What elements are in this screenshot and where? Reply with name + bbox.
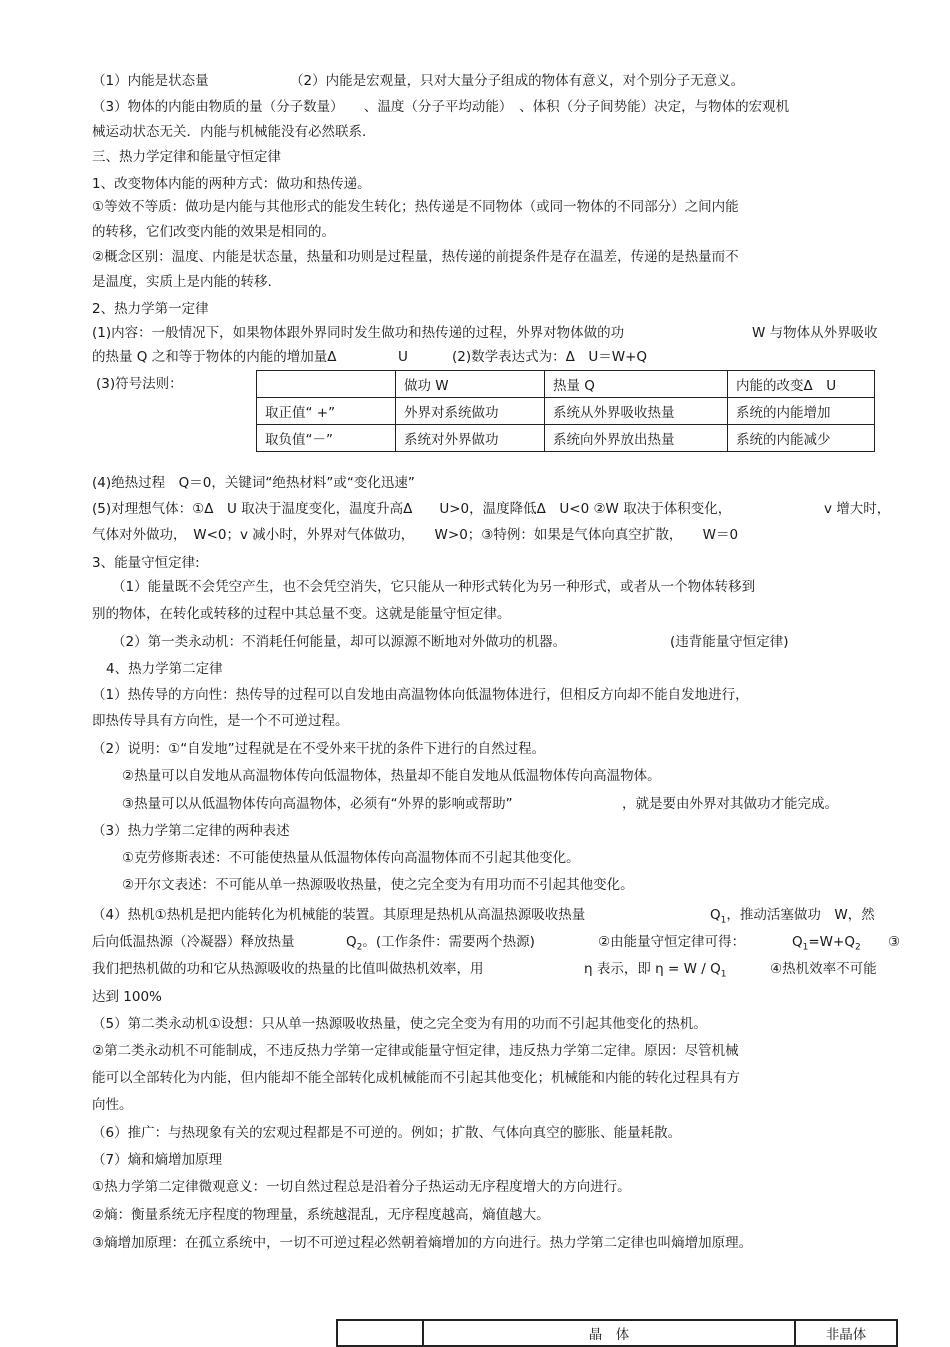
text-line: 别的物体，在转化或转移的过程中其总量不变。这就是能量守恒定律。 bbox=[92, 606, 511, 622]
formula: $Q_1$，推动活塞做功 W，然 bbox=[710, 907, 875, 926]
subsection-heading: 3、能量守恒定律: bbox=[92, 555, 200, 571]
text-line: 气体对外做功， W<0；v 减小时，外界对气体做功， W>0；③特例：如果是气体向真空扩散， W＝0 bbox=[92, 527, 739, 543]
text-line: (违背能量守恒定律) bbox=[670, 634, 789, 650]
text-line: （1）内能是状态量 bbox=[92, 73, 209, 89]
subsection-heading: 4、热力学第二定律 bbox=[106, 661, 223, 677]
table-cell: 系统向外界放出热量 bbox=[545, 425, 728, 452]
text-line: 能可以全部转化为内能，但内能却不能全部转化成机械能而不引起其他变化；机械能和内能的转化过程具有方 bbox=[92, 1070, 740, 1086]
text-line: ④热机效率不可能 bbox=[770, 961, 877, 977]
text-line: （3）热力学第二定律的两种表述 bbox=[92, 823, 290, 839]
table-cell: 内能的改变Δ U bbox=[728, 371, 875, 398]
text-line: （5）第二类永动机①设想：只从单一热源吸收热量，使之完全变为有用的功而不引起其他变化的热机。 bbox=[92, 1016, 707, 1032]
text-line: （2）内能是宏观量，只对大量分子组成的物体有意义，对个别分子无意义。 bbox=[290, 73, 745, 89]
table-cell bbox=[257, 371, 396, 398]
table-cell: 系统对外界做功 bbox=[396, 425, 545, 452]
text-line: （3）物体的内能由物质的量（分子数量） 、温度（分子平均动能） 、体积（分子间势能）决定，与物体的宏观机 bbox=[92, 99, 790, 115]
text-line: (5)对理想气体：①Δ U 取决于温度变化，温度升高Δ U>0，温度降低Δ U<0 ②W 取决于体积变化， bbox=[92, 501, 732, 517]
formula: η 表示，即 $\eta = W / Q_1$ bbox=[584, 961, 727, 980]
text-line: ③热量可以从低温物体传向高温物体，必须有“外界的影响或帮助” bbox=[122, 796, 513, 812]
table-cell: 取负值“－” bbox=[257, 425, 396, 452]
crystal-comparison-table bbox=[336, 1319, 898, 1347]
table-header-row bbox=[337, 1320, 897, 1346]
text-line: （2）说明：①“自发地”过程就是在不受外来干扰的条件下进行的自然过程。 bbox=[92, 741, 546, 757]
text-line: （4）热机①热机是把内能转化为机械能的装置。其原理是热机从高温热源吸收热量 bbox=[92, 907, 586, 923]
formula: $Q_1=W+Q_2$ bbox=[792, 934, 861, 953]
text-line: (3)符号法则： bbox=[96, 376, 183, 392]
table-cell: 做功 W bbox=[396, 371, 545, 398]
table-cell: 系统的内能增加 bbox=[728, 398, 875, 425]
text-line: ①克劳修斯表述：不可能使热量从低温物体传向高温物体而不引起其他变化。 bbox=[122, 850, 580, 866]
formula: $Q_2$。(工作条件：需要两个热源) bbox=[346, 934, 535, 953]
table-cell: 取正值“ +” bbox=[257, 398, 396, 425]
subsection-heading: 2、热力学第一定律 bbox=[92, 301, 209, 317]
text-line: 是温度，实质上是内能的转移. bbox=[92, 274, 272, 290]
text-line: ③熵增加原理：在孤立系统中，一切不可逆过程必然朝着熵增加的方向进行。热力学第二定律也叫熵增加原理。 bbox=[92, 1235, 753, 1251]
text-line: 向性。 bbox=[92, 1097, 133, 1113]
text-line: （2）第一类永动机：不消耗任何能量，却可以源源不断地对外做功的机器。 bbox=[112, 634, 567, 650]
text-line: 的热量 Q 之和等于物体的内能的增加量Δ bbox=[92, 349, 337, 365]
text-line: 我们把热机做的功和它从热源吸收的热量的比值叫做热机效率，用 bbox=[92, 961, 484, 977]
text-line: ②由能量守恒定律可得： bbox=[598, 934, 746, 950]
text-line: ②熵：衡量系统无序程度的物理量，系统越混乱，无序程度越高，熵值越大。 bbox=[92, 1207, 550, 1223]
sign-convention-table bbox=[256, 370, 875, 452]
text-line: ②开尔文表述：不可能从单一热源吸收热量，使之完全变为有用功而不引起其他变化。 bbox=[122, 877, 634, 893]
formula: (2)数学表达式为：Δ U＝W+Q bbox=[452, 349, 648, 365]
section-heading: 三、热力学定律和能量守恒定律 bbox=[92, 149, 281, 165]
text-line: 械运动状态无关．内能与机械能没有必然联系． bbox=[92, 124, 376, 140]
text-line: （6）推广：与热现象有关的宏观过程都是不可逆的。例如；扩散、气体向真空的膨胀、能量耗散。 bbox=[92, 1125, 682, 1141]
text-line: ②概念区别：温度、内能是状态量，热量和功则是过程量，热传递的前提条件是存在温差，传递的是热量而不 bbox=[92, 249, 739, 265]
text-line: ①热力学第二定律微观意义：一切自然过程总是沿着分子热运动无序程度增大的方向进行。 bbox=[92, 1179, 631, 1195]
text-line: 的转移，它们改变内能的效果是相同的。 bbox=[92, 224, 335, 240]
text-line: （1）热传导的方向性：热传导的过程可以自发地由高温物体向低温物体进行，但相反方向却不能自发地进行， bbox=[92, 687, 749, 703]
table-cell: 外界对系统做功 bbox=[396, 398, 545, 425]
text-line: ②第二类永动机不可能制成，不违反热力学第一定律或能量守恒定律，违反热力学第二定律。原因：尽管机械 bbox=[92, 1043, 739, 1059]
text-line: 达到 100% bbox=[92, 989, 162, 1005]
text-line: ，就是要由外界对其做功才能完成。 bbox=[622, 796, 838, 812]
subsection-heading: 1、改变物体内能的两种方式：做功和热传递。 bbox=[92, 176, 371, 192]
text-line: W 与物体从外界吸收 bbox=[752, 325, 878, 341]
text-line: ①等效不等质：做功是内能与其他形式的能发生转化；热传递是不同物体（或同一物体的不同部分）之间内能 bbox=[92, 199, 739, 215]
table-row bbox=[257, 425, 875, 452]
text-line: ③ bbox=[888, 934, 901, 950]
table-cell: 系统从外界吸收热量 bbox=[545, 398, 728, 425]
table-cell: 晶 体 bbox=[423, 1320, 795, 1346]
text-line: (4)绝热过程 Q＝0，关键词“绝热材料”或“变化迅速” bbox=[92, 475, 415, 491]
text-line: 即热传导具有方向性，是一个不可逆过程。 bbox=[92, 713, 349, 729]
table-cell: 非晶体 bbox=[795, 1320, 897, 1346]
text-line: ②热量可以自发地从高温物体传向低温物体，热量却不能自发地从低温物体传向高温物体。 bbox=[122, 768, 661, 784]
table-row bbox=[257, 398, 875, 425]
text-line: （1）能量既不会凭空产生，也不会凭空消失，它只能从一种形式转化为另一种形式，或者从一个物体转移到 bbox=[112, 579, 756, 595]
text-line: U bbox=[398, 349, 408, 365]
table-header-row bbox=[257, 371, 875, 398]
table-cell: 热量 Q bbox=[545, 371, 728, 398]
table-cell bbox=[337, 1320, 423, 1346]
text-line: (1)内容：一般情况下，如果物体跟外界同时发生做功和热传递的过程，外界对物体做的功 bbox=[92, 325, 625, 341]
text-line: v 增大时， bbox=[824, 501, 891, 517]
table-cell: 系统的内能减少 bbox=[728, 425, 875, 452]
text-line: （7）熵和熵增加原理 bbox=[92, 1152, 223, 1168]
text-line: 后向低温热源（冷凝器）释放热量 bbox=[92, 934, 295, 950]
